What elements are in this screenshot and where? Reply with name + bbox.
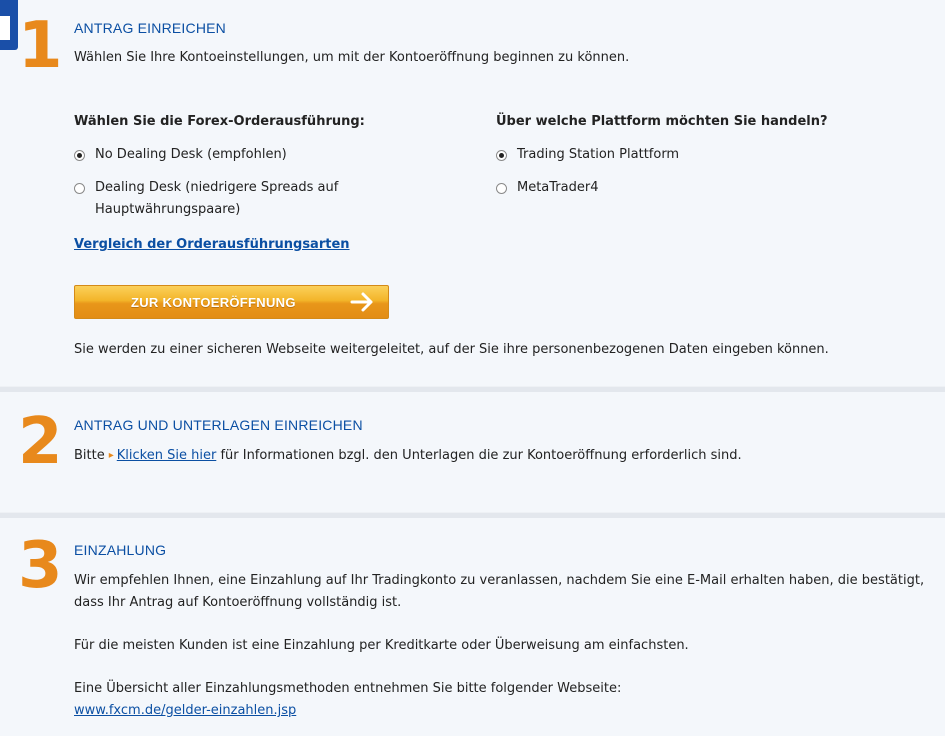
- step2-text-suffix: für Informationen bzgl. den Unterlagen die zur Kontoeröffnung erforderlich sind.: [220, 448, 742, 463]
- section-divider-1: [0, 386, 945, 392]
- step-number-2: 2: [18, 405, 61, 479]
- radio-metatrader4[interactable]: [496, 183, 507, 194]
- platform-option-ts-label: Trading Station Plattform: [517, 147, 680, 162]
- window-corner-inner: [0, 16, 10, 40]
- platform-option-mt4-label: MetaTrader4: [517, 180, 599, 195]
- deposit-methods-link[interactable]: www.fxcm.de/gelder-einzahlen.jsp: [74, 703, 297, 718]
- compare-execution-link[interactable]: Vergleich der Orderausführungsarten: [74, 237, 350, 252]
- redirect-note: Sie werden zu einer sicheren Webseite weitergeleitet, auf der Sie ihre personenbezogenen Daten eingeben können.: [74, 342, 829, 357]
- execution-option-dd-label: [95, 177, 338, 221]
- step3-para2: Für die meisten Kunden ist eine Einzahlung per Kreditkarte oder Überweisung am einfachsten.: [74, 638, 689, 653]
- step1-title: ANTRAG EINREICHEN: [74, 20, 226, 36]
- step3-title: EINZAHLUNG: [74, 542, 167, 558]
- step3-para3-text: Eine Übersicht aller Einzahlungsmethoden entnehmen Sie bitte folgender Webseite:: [74, 681, 622, 696]
- step3-para1: [74, 570, 924, 614]
- radio-trading-station[interactable]: [496, 150, 507, 161]
- step3-para1-line1: Wir empfehlen Ihnen, eine Einzahlung auf Ihr Tradingkonto zu veranlassen, nachdem Sie eine E-Mail erhalten haben, die bestätigt,: [74, 573, 925, 588]
- execution-option-dd-label-line2: Hauptwährungspaare): [95, 202, 241, 217]
- step3-para1-line2: dass Ihr Antrag auf Kontoeröffnung vollständig ist.: [74, 595, 402, 610]
- step2-title: ANTRAG UND UNTERLAGEN EINREICHEN: [74, 417, 363, 433]
- execution-option-ndd[interactable]: [74, 144, 287, 166]
- step-number-3: 3: [18, 529, 61, 603]
- chevron-right-icon: ▸: [108, 450, 114, 461]
- step2-text: [74, 445, 742, 467]
- platform-title: Über welche Plattform möchten Sie handeln?: [496, 114, 828, 129]
- platform-option-ts[interactable]: [496, 144, 679, 166]
- step1-intro: Wählen Sie Ihre Kontoeinstellungen, um mit der Kontoeröffnung beginnen zu können.: [74, 50, 630, 65]
- documents-info-link[interactable]: Klicken Sie hier: [116, 448, 217, 463]
- step-number-1: 1: [18, 9, 61, 83]
- window-corner-widget: [0, 0, 18, 50]
- execution-option-dd-label-line1: Dealing Desk (niedrigere Spreads auf: [95, 180, 339, 195]
- execution-title: Wählen Sie die Forex-Orderausführung:: [74, 114, 365, 129]
- section-divider-2: [0, 512, 945, 518]
- radio-ndd[interactable]: [74, 150, 85, 161]
- platform-option-mt4[interactable]: [496, 177, 599, 199]
- step2-text-prefix: Bitte: [74, 448, 105, 463]
- open-account-button-label: ZUR KONTOERÖFFNUNG: [131, 295, 296, 310]
- arrow-right-icon: [350, 291, 376, 313]
- step3-para3: [74, 678, 621, 722]
- execution-option-dd[interactable]: [74, 177, 338, 221]
- radio-dd[interactable]: [74, 183, 85, 194]
- open-account-button[interactable]: [74, 285, 389, 319]
- execution-option-ndd-label: No Dealing Desk (empfohlen): [95, 147, 287, 162]
